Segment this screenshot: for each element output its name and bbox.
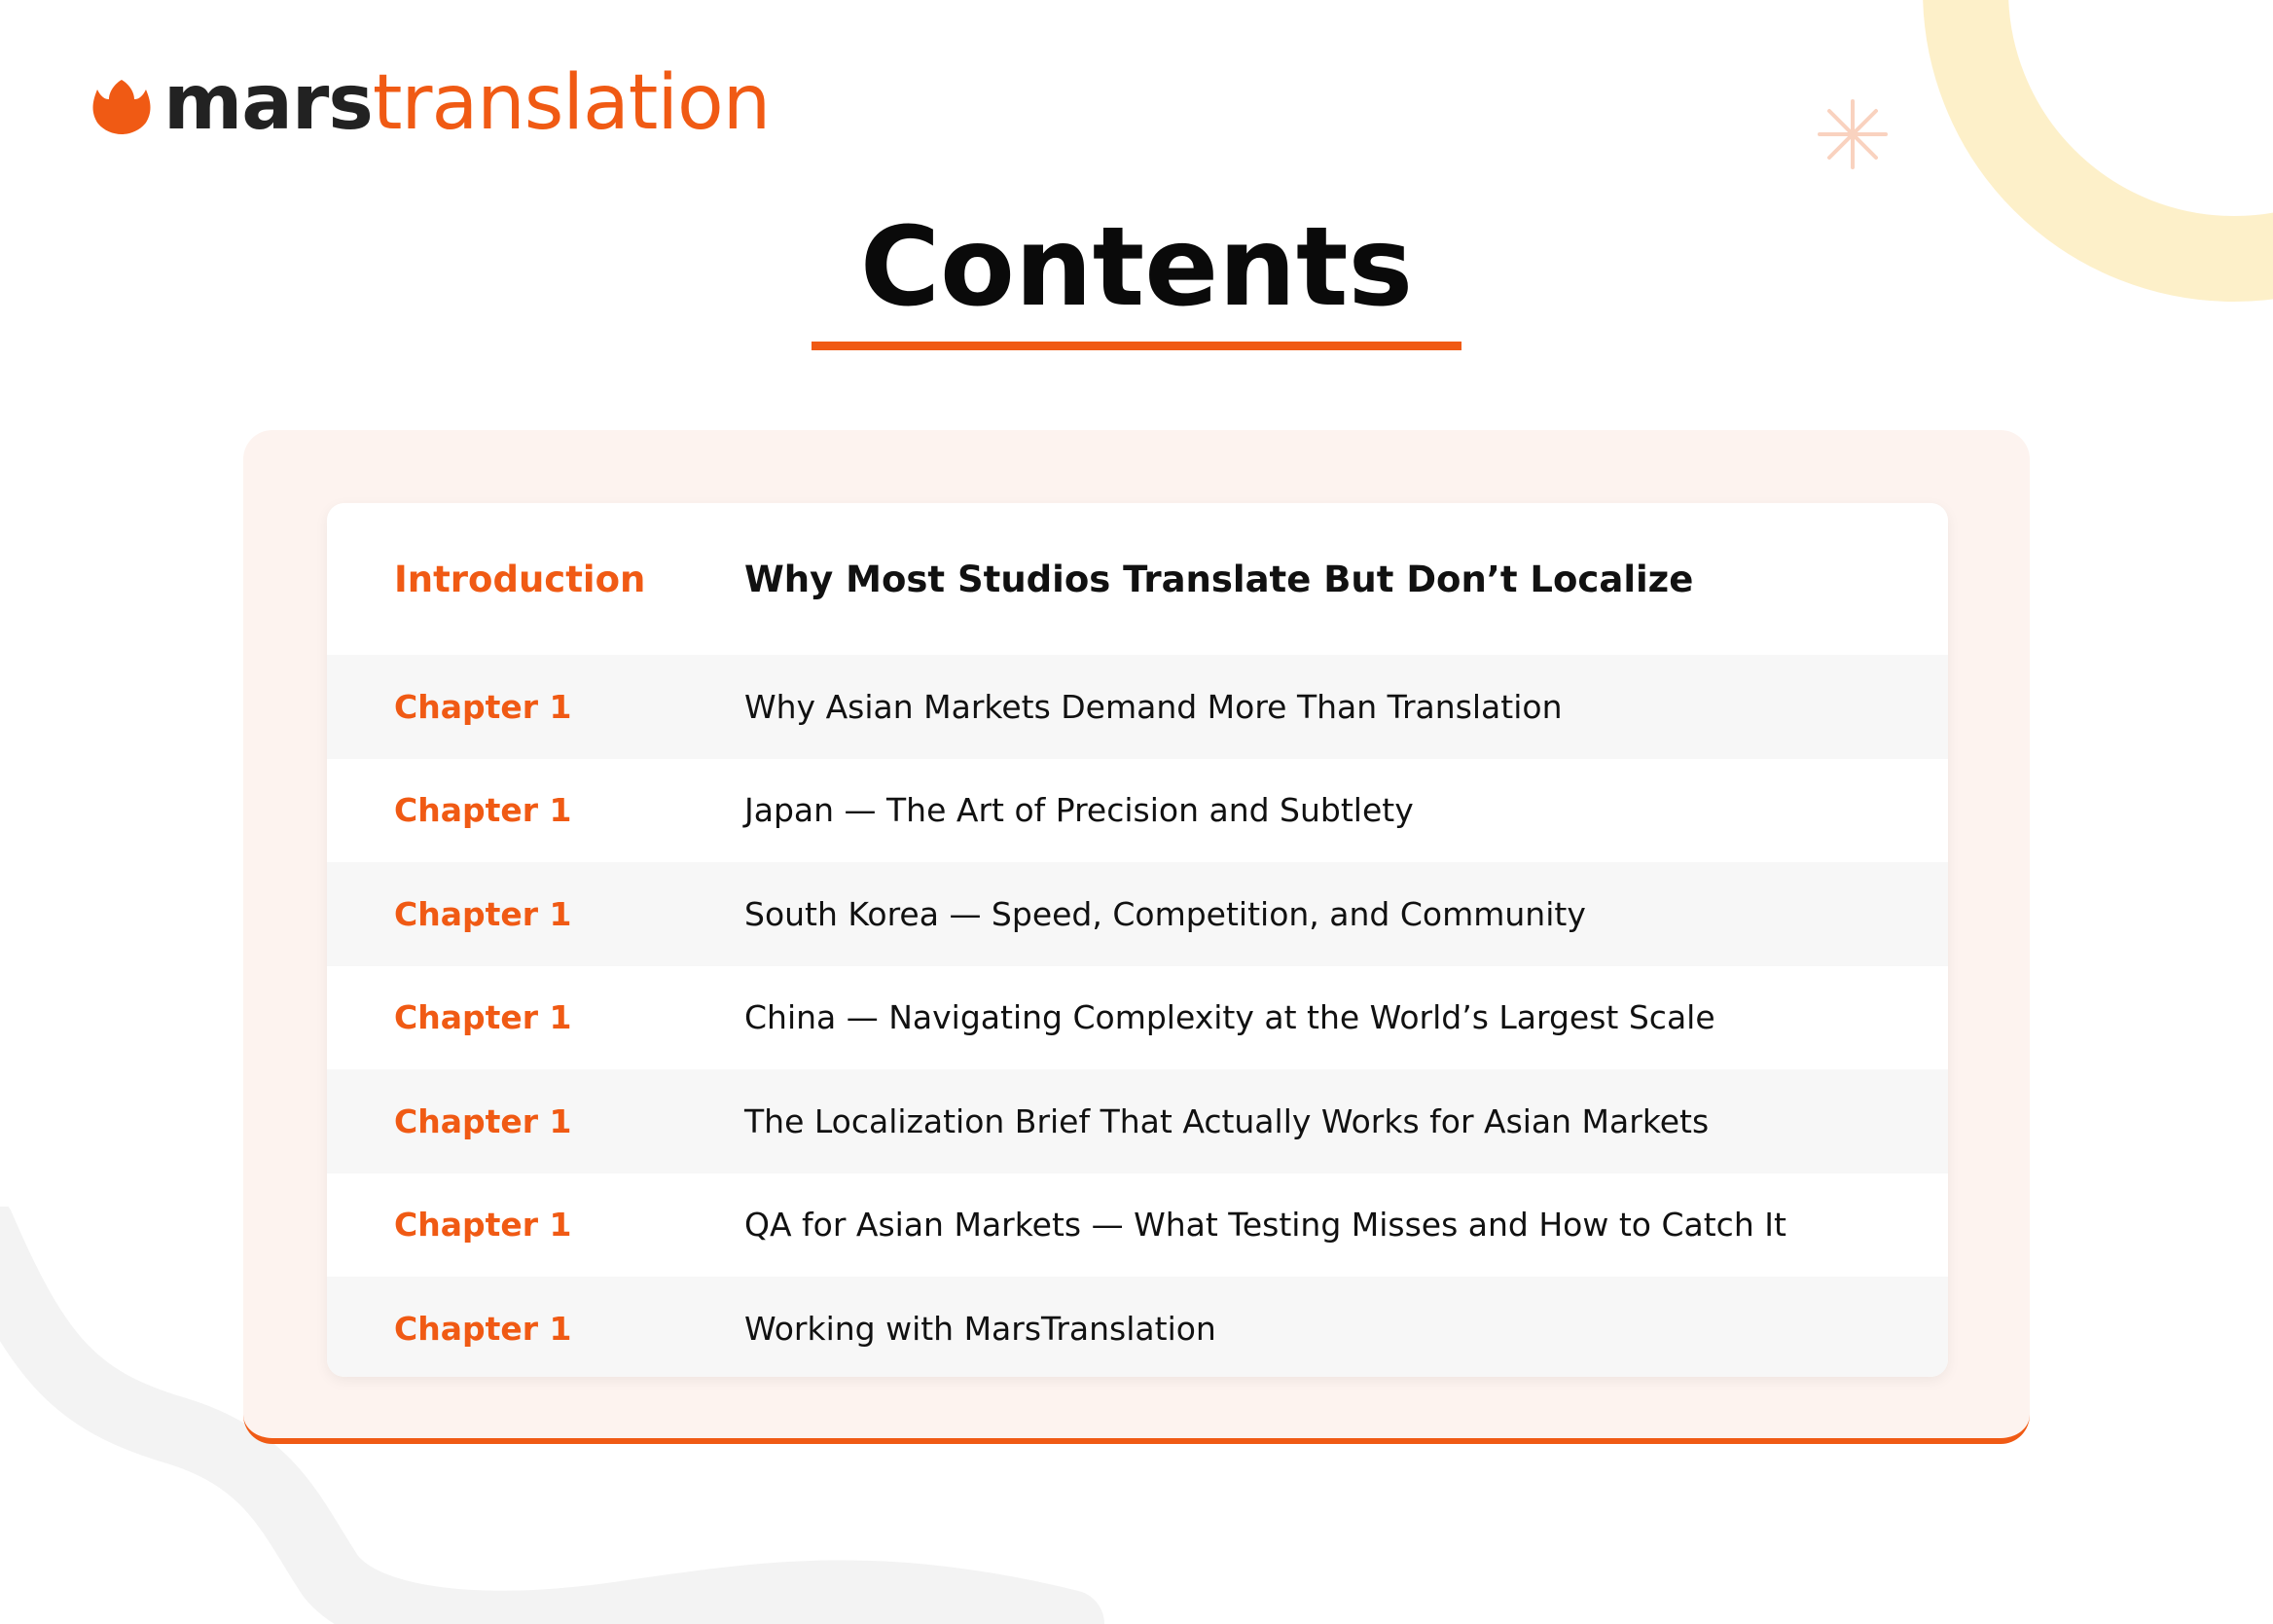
toc-label: Chapter 1	[394, 791, 572, 830]
toc-label: Introduction	[394, 558, 646, 600]
toc-introduction-row[interactable]	[327, 503, 1948, 655]
toc-label: Chapter 1	[394, 1101, 572, 1140]
toc-title: Japan — The Art of Precision and Subtlety	[744, 791, 1414, 830]
toc-chapter-row[interactable]	[327, 862, 1948, 966]
brand-name-translation: translation	[372, 59, 771, 147]
toc-chapter-row[interactable]	[327, 655, 1948, 759]
toc-label: Chapter 1	[394, 1206, 572, 1245]
toc-title: The Localization Brief That Actually Works for Asian Markets	[744, 1101, 1710, 1140]
sparkle-icon	[1816, 97, 1890, 171]
toc-label: Chapter 1	[394, 998, 572, 1037]
toc-title: QA for Asian Markets — What Testing Misses and How to Catch It	[744, 1206, 1786, 1245]
toc-label: Chapter 1	[394, 687, 572, 726]
table-of-contents	[327, 503, 1948, 1377]
toc-title: Why Most Studios Translate But Don’t Localize	[744, 558, 1694, 600]
decorative-arc	[1923, 0, 2273, 302]
toc-chapter-row[interactable]	[327, 1277, 1948, 1377]
toc-label: Chapter 1	[394, 1309, 572, 1348]
flame-icon	[91, 80, 152, 134]
toc-chapter-row[interactable]	[327, 759, 1948, 863]
toc-chapter-row[interactable]	[327, 1173, 1948, 1278]
toc-title: Why Asian Markets Demand More Than Translation	[744, 687, 1563, 726]
page-title: Contents	[859, 204, 1414, 331]
brand-name-mars: mars	[163, 59, 373, 147]
toc-label: Chapter 1	[394, 894, 572, 933]
title-underline	[812, 342, 1461, 350]
toc-title: South Korea — Speed, Competition, and Community	[744, 894, 1586, 933]
brand-logo	[91, 59, 771, 147]
toc-title: Working with MarsTranslation	[744, 1309, 1216, 1348]
toc-title: China — Navigating Complexity at the World’s Largest Scale	[744, 998, 1715, 1037]
toc-chapter-row[interactable]	[327, 1069, 1948, 1173]
toc-chapter-row[interactable]	[327, 966, 1948, 1070]
